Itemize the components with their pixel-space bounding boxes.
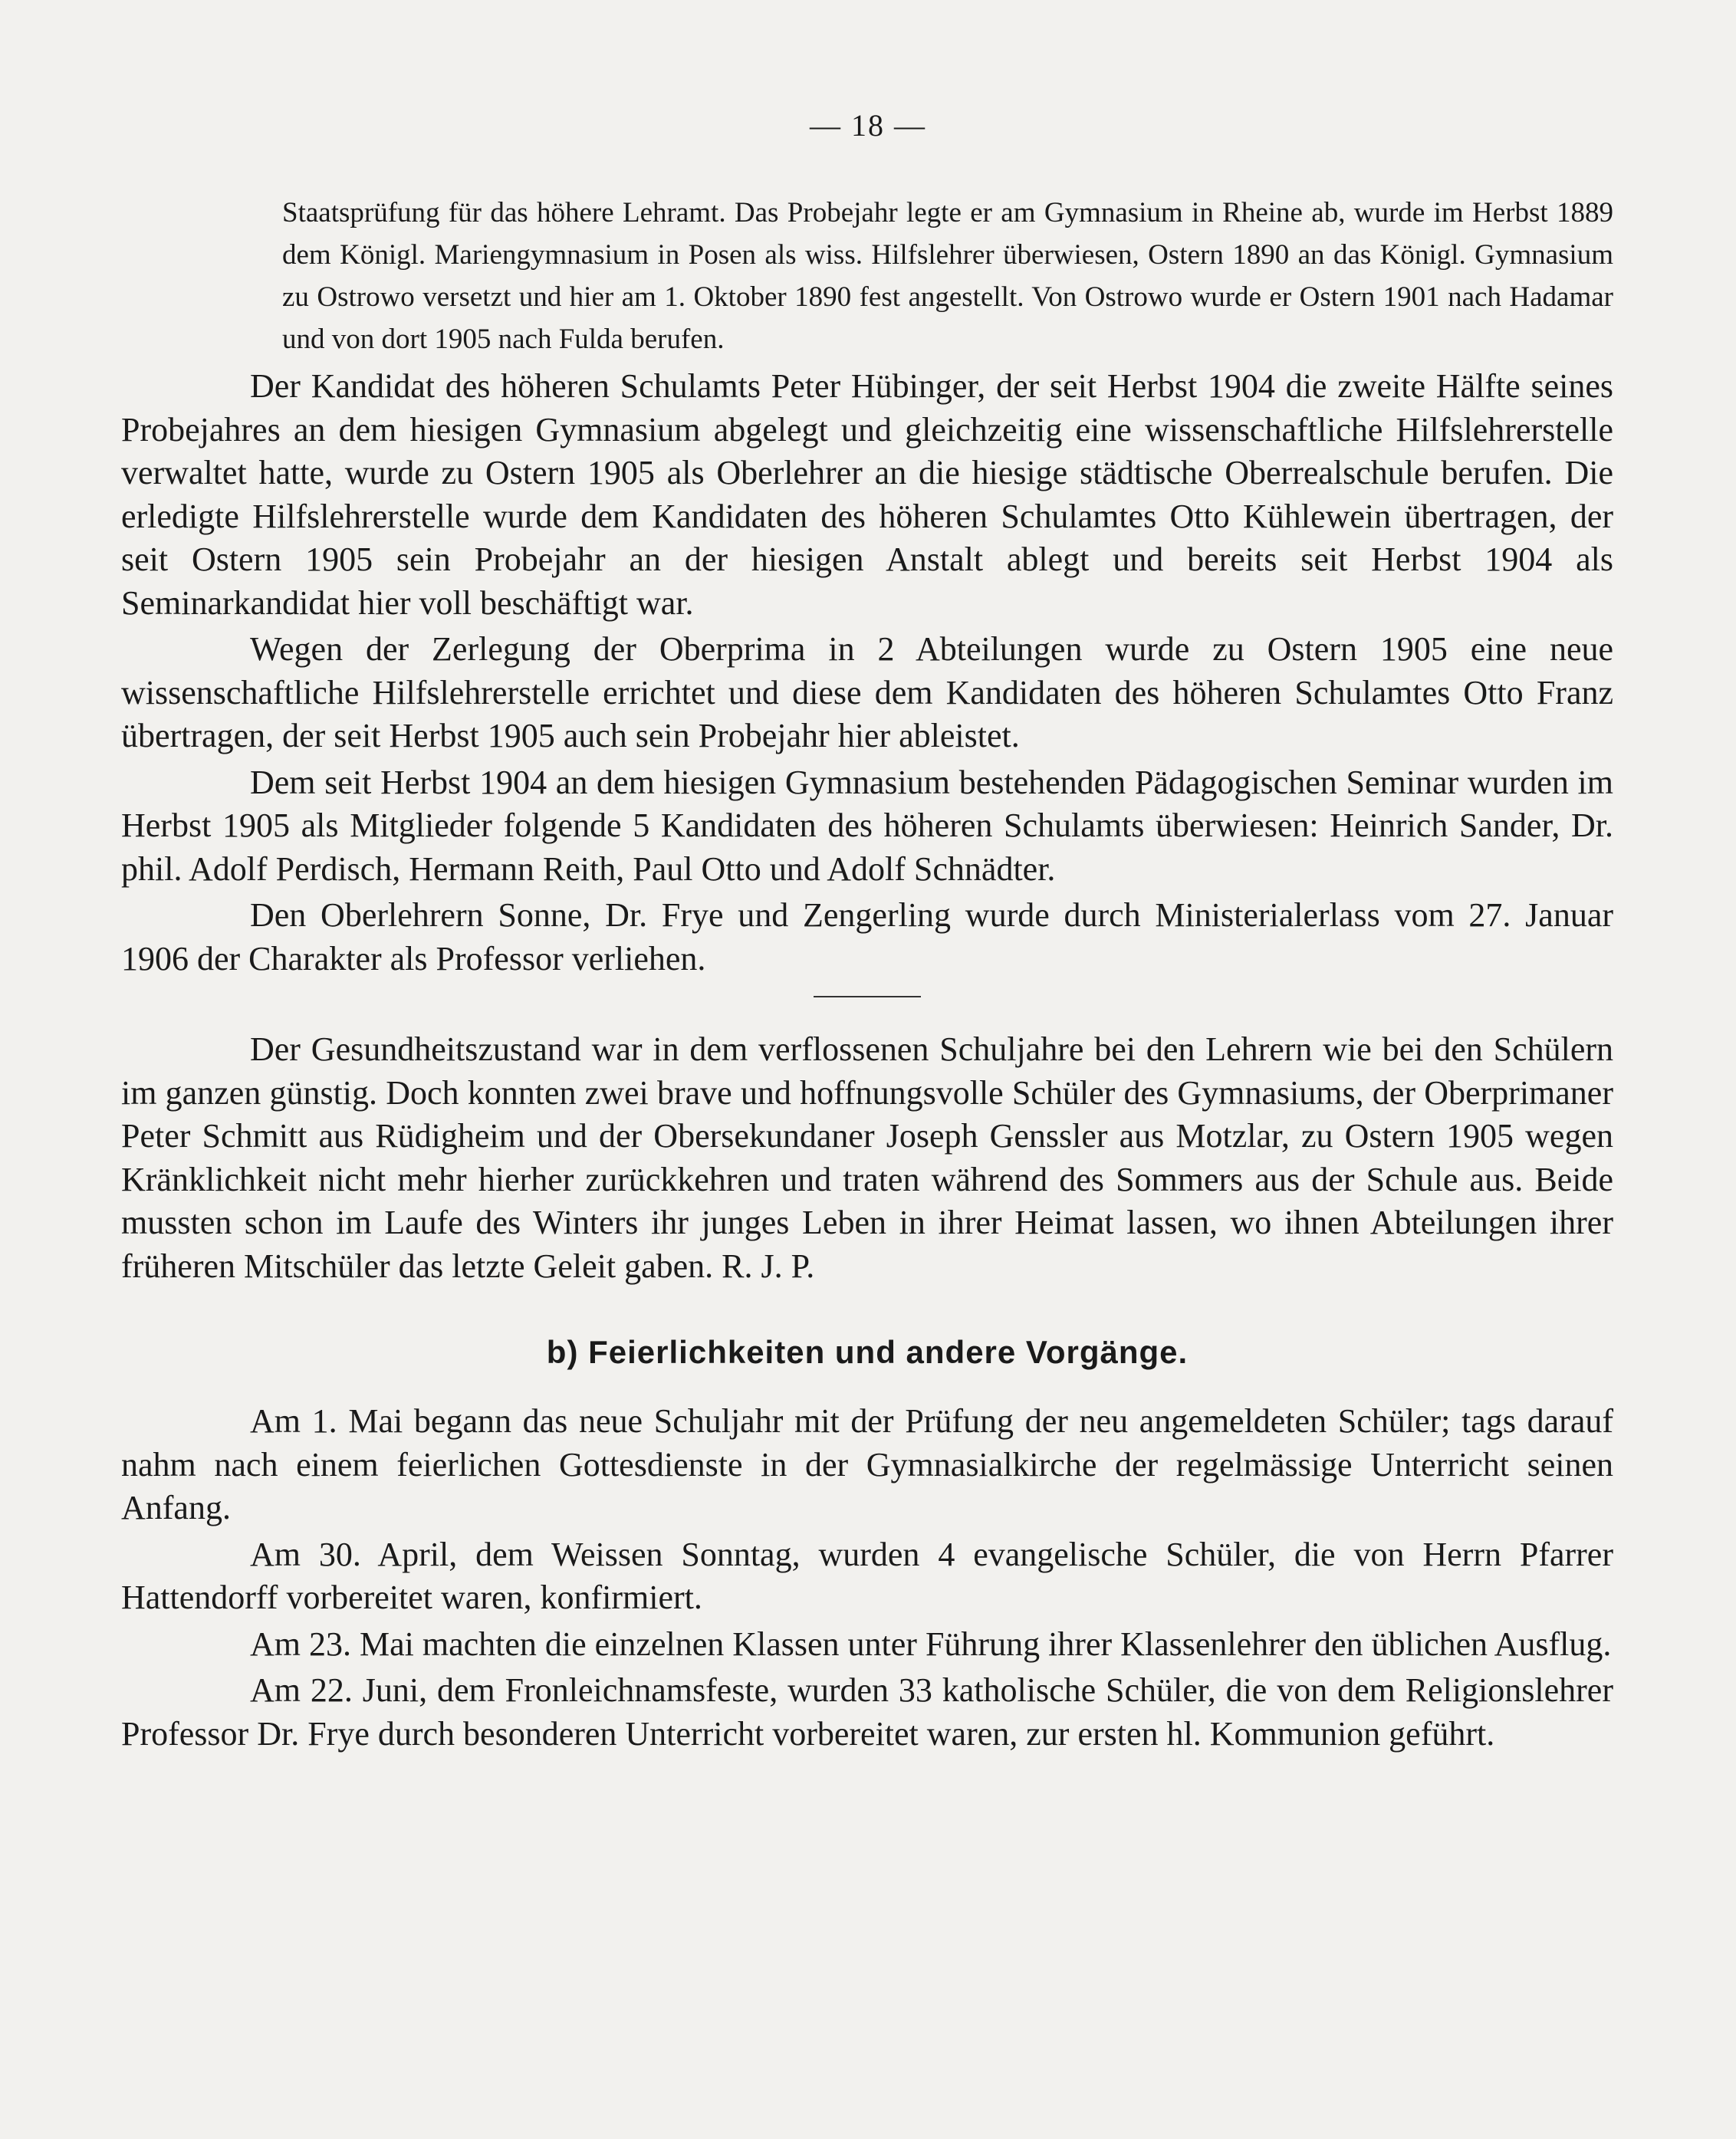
intro-note: Staatsprüfung für das höhere Lehramt. Das Probejahr legte er am Gymnasium in Rheine ab, wurde im Herbst 1889 dem Königl. Mariengymnasium in Posen als wiss. Hilfslehrer überwiesen, Ostern 1890 an das Königl. Gymnasium zu Ostrowo versetzt und hier am 1. Oktober 1890 fest angestellt. Von Ostrowo wurde er Ostern 1901 nach Hadamar und von dort 1905 nach Fulda berufen. [282,197,1613,355]
page-content [121,192,1613,1756]
page-number: — 18 — [810,108,926,143]
paragraph-excursion: Am 23. Mai machten die einzelnen Klassen unter Führung ihrer Klassenlehrer den üblichen Ausflug. [250,1625,1612,1663]
paragraph-franz: Wegen der Zerlegung der Oberprima in 2 Abteilungen wurde zu Ostern 1905 eine neue wissenschaftliche Hilfslehrerstelle errichtet und diese dem Kandidaten des höheren Schulamtes Otto Franz übertragen, der seit Herbst 1905 auch sein Probejahr hier ableistet. [121,630,1613,754]
staff-changes-section [121,365,1613,981]
paragraph-health: Der Gesundheitszustand war in dem verflossenen Schuljahre bei den Lehrern wie bei den Schülern im ganzen günstig. Doch konnten zwei brave und hoffnungsvolle Schüler des Gymnasiums, der Oberprimaner Peter Schmitt aus Rüdigheim und der Obersekundaner Joseph Genssler aus Motzlar, zu Ostern 1905 wegen Kränklichkeit nicht mehr hierher zurückkehren und traten während des Sommers aus der Schule aus. Beide mussten schon im Laufe des Winters ihr junges Leben in ihrer Heimat lassen, wo ihnen Abteilungen ihrer früheren Mitschüler das letzte Geleit gaben. R. J. P. [121,1030,1613,1285]
paragraph-seminar: Dem seit Herbst 1904 an dem hiesigen Gymnasium bestehenden Pädagogischen Seminar wurden im Herbst 1905 als Mitglieder folgende 5 Kandidaten des höheren Schulamts überwiesen: Heinrich Sander, Dr. phil. Adolf Perdisch, Hermann Reith, Paul Otto und Adolf Schnädter. [121,763,1613,888]
paragraph-confirmation: Am 30. April, dem Weissen Sonntag, wurden 4 evangelische Schüler, die von Herrn Pfarrer Hattendorff vorbereitet waren, konfirmiert. [121,1535,1613,1616]
paragraph-professors: Den Oberlehrern Sonne, Dr. Frye und Zengerling wurde durch Ministerialerlass vom 27. Januar 1906 der Charakter als Professor verliehen. [121,896,1613,978]
paragraph-school-year-start: Am 1. Mai begann das neue Schuljahr mit der Prüfung der neu angemeldeten Schüler; tags darauf nahm nach einem feierlichen Gottesdienste in der Gymnasialkirche der regelmässige Unterricht seinen Anfang. [121,1402,1613,1526]
section-b-heading: b) Feierlichkeiten und andere Vorgänge. [546,1334,1189,1370]
paragraph-huebinger: Der Kandidat des höheren Schulamts Peter Hübinger, der seit Herbst 1904 die zweite Hälfte seines Probejahres an dem hiesigen Gymnasium abgelegt und gleichzeitig eine wissenschaftliche Hilfslehrerstelle verwaltet hatte, wurde zu Ostern 1905 als Oberlehrer an die hiesige städtische Oberrealschule berufen. Die erledigte Hilfslehrerstelle wurde dem Kandidaten des höheren Schulamtes Otto Kühlewein übertragen, der seit Ostern 1905 sein Probejahr an der hiesigen Anstalt ablegt und bereits seit Herbst 1904 als Seminarkandidat hier voll beschäftigt war. [121,367,1613,622]
section-divider [814,996,921,997]
paragraph-communion: Am 22. Juni, dem Fronleichnamsfeste, wurden 33 katholische Schüler, die von dem Religionslehrer Professor Dr. Frye durch besonderen Unterricht vorbereitet waren, zur ersten hl. Kommunion geführt. [121,1671,1613,1753]
events-section [121,1400,1613,1756]
